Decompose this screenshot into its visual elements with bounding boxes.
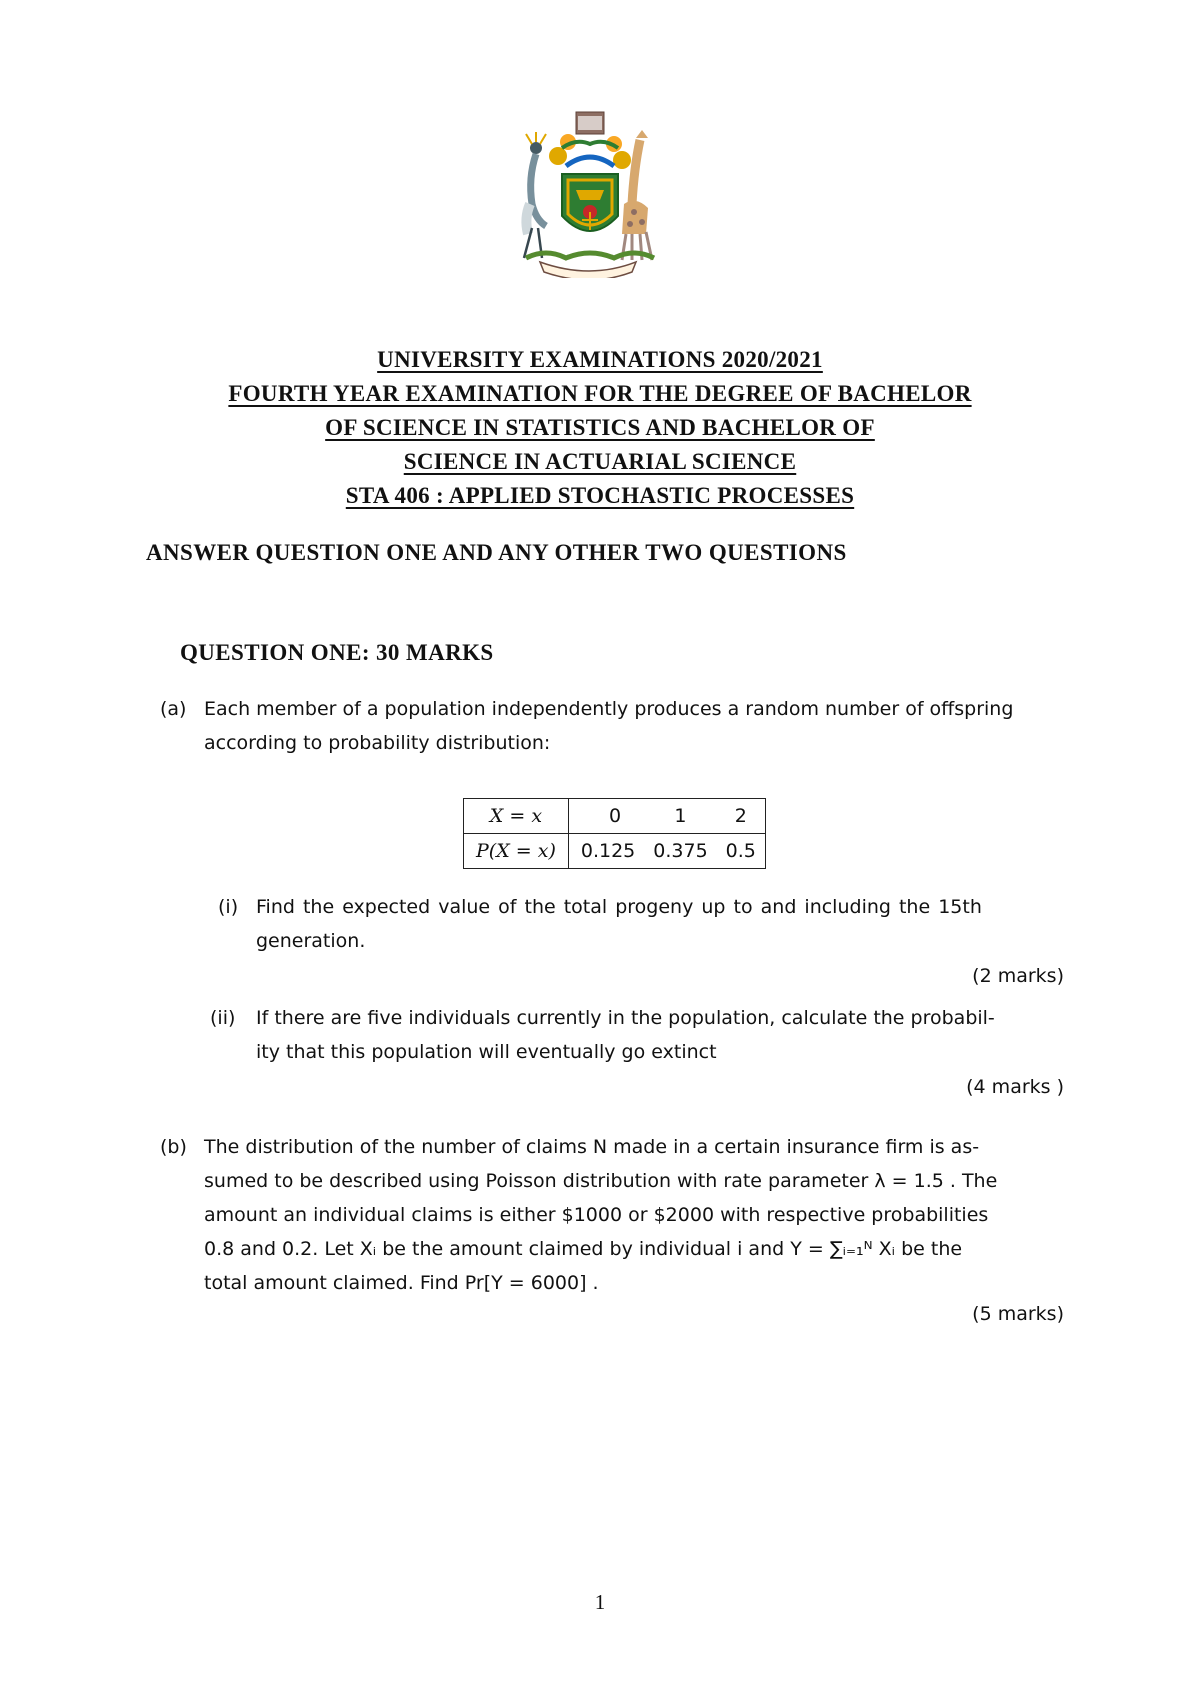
part-a-line-2: according to probability distribution: <box>204 732 551 754</box>
table-cell: 0.375 <box>653 840 708 862</box>
part-a-ii-line-2: ity that this population will eventually go extinct <box>256 1041 717 1063</box>
header-line-course: STA 406 : APPLIED STOCHASTIC PROCESSES <box>345 483 855 508</box>
part-b-marks: (5 marks) <box>972 1303 1064 1325</box>
table-cell: 1 <box>644 799 716 834</box>
header-line-degree: FOURTH YEAR EXAMINATION FOR THE DEGREE OF BACHELOR <box>228 381 972 406</box>
probability-distribution-table <box>463 798 766 869</box>
part-b-line-4: 0.8 and 0.2. Let Xᵢ be the amount claimed by individual i and Y = ∑ᵢ₌₁ᴺ Xᵢ be the <box>204 1238 963 1260</box>
table-header-x: X = x <box>464 799 569 834</box>
part-a-ii-label: (ii) <box>210 1007 236 1029</box>
part-a-ii-marks: (4 marks ) <box>966 1076 1064 1098</box>
table-cell: 2 <box>717 799 766 834</box>
table-row <box>464 834 766 869</box>
table-cell: 0.5 <box>725 840 756 862</box>
exam-instruction: ANSWER QUESTION ONE AND ANY OTHER TWO QUESTIONS <box>146 540 847 565</box>
part-a-i-line-2: generation. <box>256 930 366 952</box>
part-a-line-1: Each member of a population independently produces a random number of offspring <box>204 698 1014 720</box>
part-b-label: (b) <box>160 1136 187 1158</box>
university-crest-logo <box>506 108 668 278</box>
part-a-ii-line-1: If there are five individuals currently in the population, calculate the probabil- <box>256 1007 995 1029</box>
part-b-line-3: amount an individual claims is either $1000 or $2000 with respective probabilities <box>204 1204 989 1226</box>
exam-header <box>0 343 1200 513</box>
question-one-heading: QUESTION ONE: 30 MARKS <box>180 640 494 665</box>
table-header-px: P(X = x) <box>464 834 569 869</box>
header-line-university: UNIVERSITY EXAMINATIONS 2020/2021 <box>377 347 823 372</box>
part-a-i-label: (i) <box>218 896 239 918</box>
header-line-programme-2: SCIENCE IN ACTUARIAL SCIENCE <box>403 449 797 474</box>
table-cell: 0.125 <box>580 840 636 862</box>
table-row <box>464 799 766 834</box>
table-cell: 0 <box>568 799 644 834</box>
part-b-line-5: total amount claimed. Find Pr[Y = 6000] . <box>204 1272 599 1294</box>
part-a-label: (a) <box>160 698 187 720</box>
header-line-programme-1: OF SCIENCE IN STATISTICS AND BACHELOR OF <box>325 415 875 440</box>
part-b-line-1: The distribution of the number of claims N made in a certain insurance firm is as- <box>204 1136 980 1158</box>
part-b-line-2: sumed to be described using Poisson distribution with rate parameter λ = 1.5 . The <box>204 1170 998 1192</box>
part-a-i-marks: (2 marks) <box>972 965 1064 987</box>
page-number: 1 <box>594 1590 606 1614</box>
part-a-i-line-1: Find the expected value of the total progeny up to and including the 15th <box>256 896 982 918</box>
